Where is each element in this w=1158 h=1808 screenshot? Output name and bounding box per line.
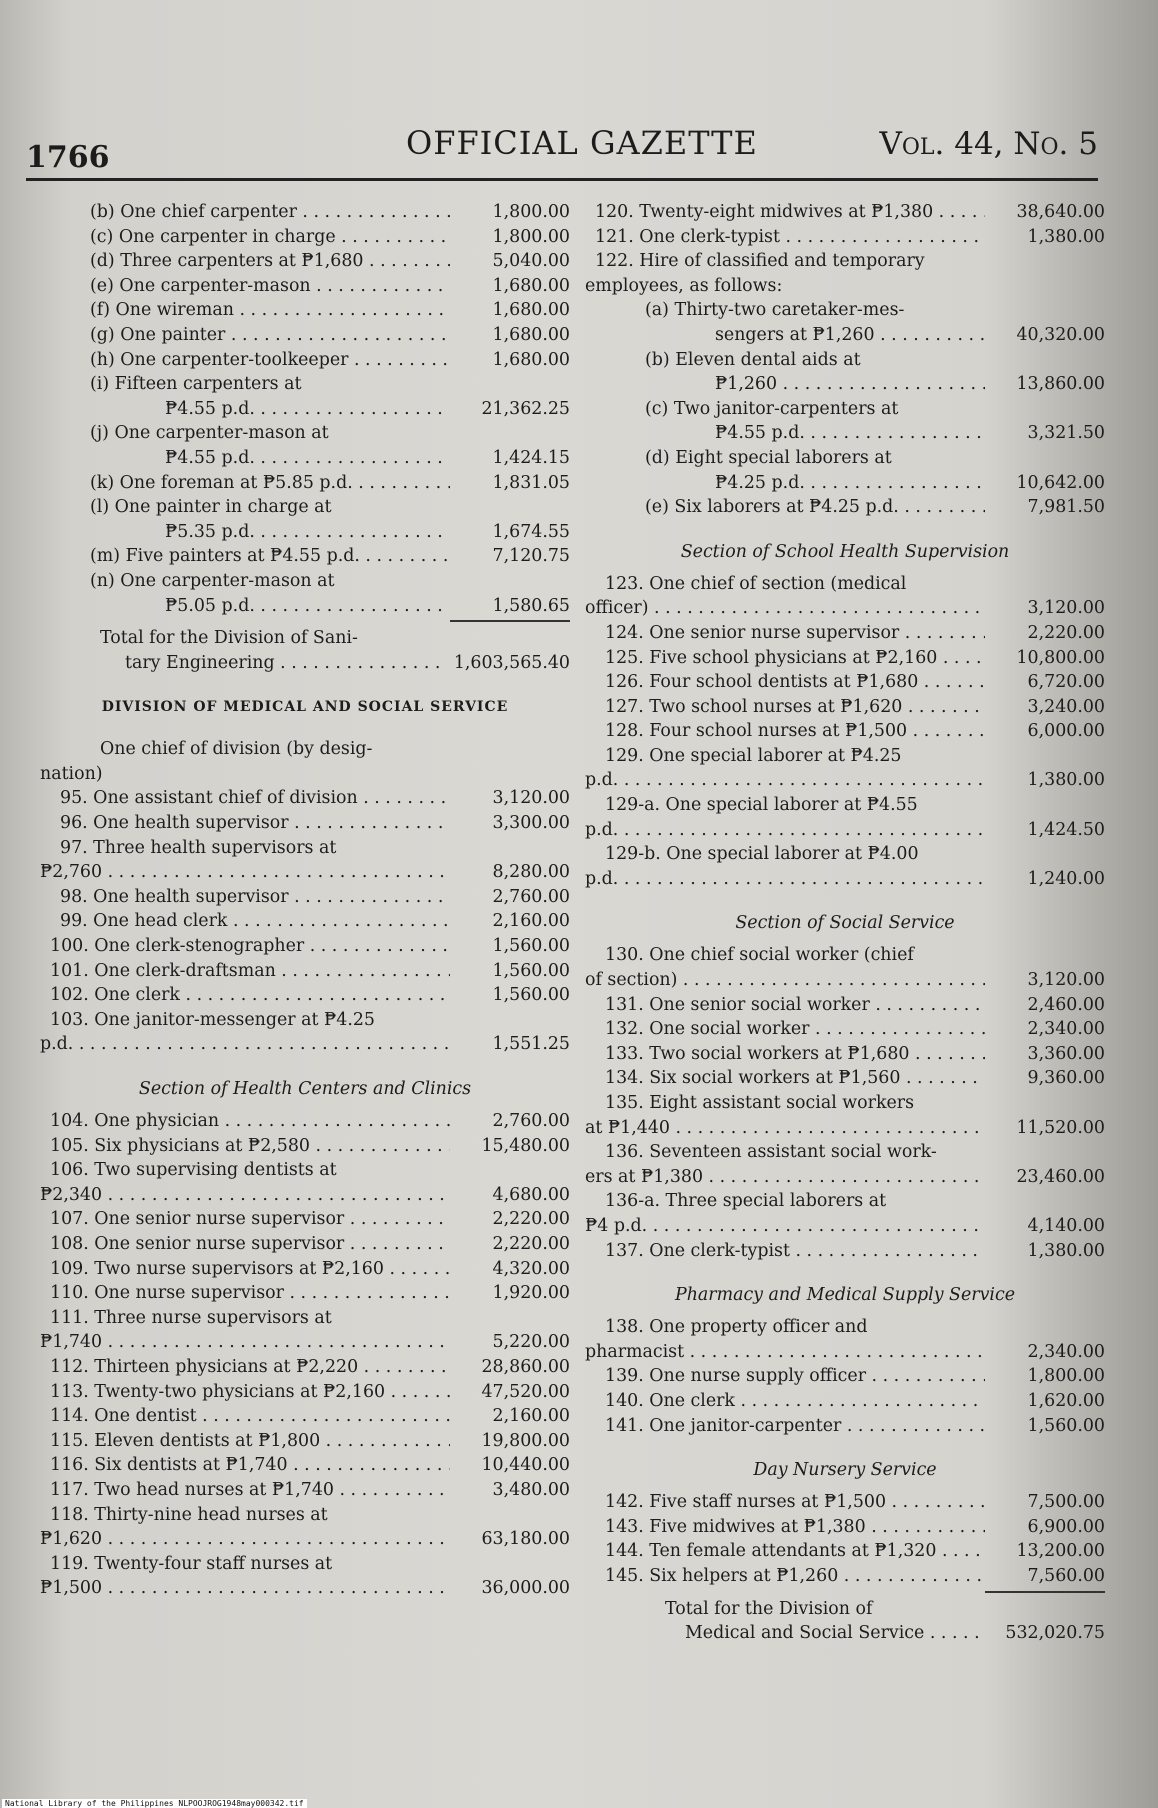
budget-line — [585, 596, 1105, 621]
spacer — [585, 1263, 1105, 1277]
line-item-text: ₱1,500 . . . — [40, 1576, 450, 1601]
line-item-text: (f) One wireman . . . — [90, 298, 450, 323]
section-heading: Section of Social Service — [735, 913, 955, 934]
total-rule — [985, 1591, 1105, 1593]
line-item-amount: 1,680.00 — [492, 275, 570, 296]
line-item-text: 138. One property officer and — [605, 1317, 868, 1338]
line-item-text: ₱1,260 . . . — [715, 372, 985, 397]
budget-line — [40, 298, 570, 323]
scan-footer: National Library of the Philippines NLPOOJROG1948may000342.tif — [2, 1799, 307, 1808]
budget-line — [40, 1207, 570, 1232]
line-item-text: 135. Eight assistant social workers — [605, 1093, 915, 1113]
line-item-text: (b) Eleven dental aids at — [645, 349, 861, 370]
line-item-amount: 2,220.00 — [492, 1209, 570, 1230]
line-item-amount: 5,220.00 — [492, 1332, 570, 1353]
budget-line — [40, 1158, 570, 1183]
line-item-text: 107. One senior nurse supervisor . . . — [50, 1207, 450, 1232]
line-item-text: 129-a. One special laborer at ₱4.55 — [605, 795, 918, 816]
budget-line — [585, 1091, 1105, 1116]
budget-line — [585, 719, 1105, 744]
line-item-text: 136-a. Three special laborers at — [605, 1191, 887, 1212]
line-item-text: 103. One janitor-messenger at ₱4.25 — [50, 1009, 375, 1030]
line-item-text: 139. One nurse supply officer . . . — [605, 1364, 985, 1389]
line-item-text: ₱1,740 . . . — [40, 1330, 450, 1355]
line-item-text: (j) One carpenter-mason at — [90, 423, 329, 444]
budget-line — [40, 397, 570, 422]
budget-line — [40, 811, 570, 836]
line-item-amount: 28,860.00 — [481, 1356, 570, 1377]
line-item-text: 136. Seventeen assistant social work- — [605, 1142, 937, 1163]
budget-line — [585, 1490, 1105, 1515]
budget-line — [585, 446, 1105, 471]
line-item-text: 118. Thirty-nine head nurses at — [50, 1504, 328, 1525]
budget-line — [585, 495, 1105, 520]
budget-line — [40, 1552, 570, 1577]
budget-line — [585, 670, 1105, 695]
line-item-text: ₱2,340 . . . — [40, 1183, 450, 1208]
line-item-text: at ₱1,440 . . . — [585, 1116, 985, 1141]
total-rule — [450, 620, 570, 622]
line-item-amount: 1,551.25 — [492, 1034, 570, 1055]
line-item-amount: 3,360.00 — [1027, 1043, 1105, 1064]
line-item-text: 133. Two social workers at ₱1,680 . . . — [605, 1042, 985, 1067]
line-item-text: 97. Three health supervisors at — [60, 837, 337, 858]
line-item-text: ₱5.05 p.d. . . . — [165, 594, 450, 619]
budget-line — [40, 786, 570, 811]
line-item-text: 137. One clerk-typist . . . — [605, 1239, 985, 1264]
line-item-text: 99. One head clerk . . . — [60, 909, 450, 934]
budget-line — [40, 1032, 570, 1057]
budget-line — [40, 1576, 570, 1601]
line-item-amount: 7,500.00 — [1027, 1492, 1105, 1513]
line-item-text: ₱2,760 . . . — [40, 860, 450, 885]
line-item-amount: 2,220.00 — [492, 1233, 570, 1254]
line-item-amount: 1,380.00 — [1027, 770, 1105, 791]
budget-line — [585, 1340, 1105, 1365]
line-item-amount: 10,800.00 — [1016, 647, 1105, 668]
line-item-amount: 1,800.00 — [1027, 1366, 1105, 1387]
line-item-amount: 7,120.75 — [492, 546, 570, 567]
line-item-amount: 2,340.00 — [1027, 1019, 1105, 1040]
line-item-text: 119. Twenty-four staff nurses at — [50, 1553, 333, 1574]
budget-line — [40, 983, 570, 1008]
line-item-amount: 2,220.00 — [1027, 622, 1105, 643]
line-item-text: 144. Ten female attendants at ₱1,320 . . . — [605, 1539, 985, 1564]
line-item-amount: 13,860.00 — [1016, 374, 1105, 395]
line-item-text: One chief of division (by desig- — [100, 739, 373, 760]
budget-line — [40, 1503, 570, 1528]
publication-title: OFFICIAL GAZETTE — [406, 124, 758, 162]
budget-line — [40, 836, 570, 861]
budget-line — [585, 1315, 1105, 1340]
budget-line — [40, 1453, 570, 1478]
budget-line — [40, 594, 570, 619]
line-item-amount: 9,360.00 — [1027, 1068, 1105, 1089]
budget-line — [40, 1306, 570, 1331]
line-item-amount: 2,160.00 — [492, 1406, 570, 1427]
line-item-amount: 1,240.00 — [1027, 868, 1105, 889]
line-item-text: Total for the Division of Sani- — [100, 628, 358, 649]
budget-line — [40, 626, 570, 651]
line-item-amount: 532,020.75 — [1005, 1623, 1105, 1644]
budget-line — [40, 1429, 570, 1454]
division-heading: DIVISION OF MEDICAL AND SOCIAL SERVICE — [101, 699, 509, 716]
budget-line — [585, 397, 1105, 422]
line-item-amount: 1,424.50 — [1027, 819, 1105, 840]
budget-line — [585, 1564, 1105, 1589]
line-item-amount: 1,680.00 — [492, 324, 570, 345]
budget-line — [585, 1140, 1105, 1165]
budget-line — [585, 1414, 1105, 1439]
line-item-amount: 19,800.00 — [481, 1430, 570, 1451]
line-item-text: 127. Two school nurses at ₱1,620 . . . — [605, 695, 985, 720]
line-item-text: 129. One special laborer at ₱4.25 — [605, 745, 902, 766]
line-item-amount: 36,000.00 — [481, 1578, 570, 1599]
budget-line — [40, 323, 570, 348]
budget-line — [585, 1189, 1105, 1214]
budget-line — [585, 1597, 1105, 1622]
budget-line — [40, 1109, 570, 1134]
budget-line — [40, 860, 570, 885]
line-item-text: p.d. . . . — [585, 768, 985, 793]
budget-line — [585, 1515, 1105, 1540]
line-item-text: 105. Six physicians at ₱2,580 . . . — [50, 1134, 450, 1159]
line-item-text: ₱4.25 p.d. . . . — [715, 471, 985, 496]
budget-line — [40, 1281, 570, 1306]
line-item-text: (g) One painter . . . — [90, 323, 450, 348]
budget-line — [585, 695, 1105, 720]
line-item-text: 108. One senior nurse supervisor . . . — [50, 1232, 450, 1257]
line-item-text: 96. One health supervisor . . . — [60, 811, 450, 836]
budget-line — [40, 959, 570, 984]
line-item-text: Total for the Division of — [665, 1598, 873, 1619]
line-item-text: 130. One chief social worker (chief — [605, 945, 914, 966]
line-item-text: officer) . . . — [585, 596, 985, 621]
budget-line — [40, 1134, 570, 1159]
budget-line — [40, 1404, 570, 1429]
line-item-text: (e) Six laborers at ₱4.25 p.d. . . . — [645, 495, 985, 520]
budget-line — [40, 471, 570, 496]
budget-line — [40, 1330, 570, 1355]
line-item-text: 101. One clerk-draftsman . . . — [50, 959, 450, 984]
budget-line — [40, 1380, 570, 1405]
line-item-text: (c) One carpenter in charge . . . — [90, 225, 450, 250]
right-column — [585, 200, 1105, 1646]
line-item-amount: 5,040.00 — [492, 251, 570, 272]
line-item-amount: 1,620.00 — [1027, 1390, 1105, 1411]
line-item-text: Medical and Social Service . . . — [685, 1621, 985, 1646]
budget-line — [40, 737, 570, 762]
line-item-amount: 3,120.00 — [1027, 598, 1105, 619]
line-item-text: ers at ₱1,380 . . . — [585, 1165, 985, 1190]
line-item-amount: 8,280.00 — [492, 862, 570, 883]
line-item-amount: 10,642.00 — [1016, 472, 1105, 493]
spacer — [40, 723, 570, 737]
budget-line — [585, 968, 1105, 993]
line-item-amount: 1,680.00 — [492, 349, 570, 370]
line-item-text: ₱5.35 p.d. . . . — [165, 520, 450, 545]
budget-line — [585, 471, 1105, 496]
budget-line — [585, 867, 1105, 892]
line-item-text: 104. One physician . . . — [50, 1109, 450, 1134]
line-item-amount: 1,424.15 — [492, 447, 570, 468]
line-item-text: 134. Six social workers at ₱1,560 . . . — [605, 1066, 985, 1091]
line-item-text: 116. Six dentists at ₱1,740 . . . — [50, 1453, 450, 1478]
line-item-text: 98. One health supervisor . . . — [60, 885, 450, 910]
line-item-amount: 2,760.00 — [492, 886, 570, 907]
line-item-text: (i) Fifteen carpenters at — [90, 374, 302, 395]
line-item-text: p.d. . . . — [40, 1032, 450, 1057]
budget-line — [40, 1478, 570, 1503]
budget-line — [585, 572, 1105, 597]
line-item-text: 114. One dentist . . . — [50, 1404, 450, 1429]
line-item-amount: 15,480.00 — [481, 1135, 570, 1156]
section-heading: Section of School Health Supervision — [680, 541, 1010, 562]
line-item-text: (a) Thirty-two caretaker-mes- — [645, 300, 905, 321]
line-item-amount: 6,720.00 — [1027, 672, 1105, 693]
budget-line — [40, 446, 570, 471]
budget-line — [585, 793, 1105, 818]
line-item-amount: 1,560.00 — [492, 960, 570, 981]
line-item-amount: 23,460.00 — [1016, 1166, 1105, 1187]
line-item-amount: 1,920.00 — [492, 1283, 570, 1304]
budget-line — [40, 1355, 570, 1380]
line-item-amount: 21,362.25 — [481, 398, 570, 419]
line-item-text: (m) Five painters at ₱4.55 p.d. . . . — [90, 544, 450, 569]
line-item-text: 126. Four school dentists at ₱1,680 . . . — [605, 670, 985, 695]
budget-line — [585, 421, 1105, 446]
line-item-text: 128. Four school nurses at ₱1,500 . . . — [605, 719, 985, 744]
line-item-text: 120. Twenty-eight midwives at ₱1,380 . . . — [595, 200, 985, 225]
budget-line — [40, 1183, 570, 1208]
line-item-amount: 1,674.55 — [492, 521, 570, 542]
budget-line — [40, 200, 570, 225]
budget-line — [40, 495, 570, 520]
line-item-text: (d) Eight special laborers at — [645, 447, 892, 468]
budget-line — [40, 421, 570, 446]
line-item-amount: 47,520.00 — [481, 1381, 570, 1402]
line-item-text: (n) One carpenter-mason at — [90, 570, 335, 591]
line-item-text: ₱4 p.d. . . . — [585, 1214, 985, 1239]
line-item-text: (l) One painter in charge at — [90, 497, 332, 518]
line-item-text: tary Engineering . . . — [125, 651, 444, 676]
budget-line — [585, 1066, 1105, 1091]
budget-line — [585, 1239, 1105, 1264]
line-item-text: 110. One nurse supervisor . . . — [50, 1281, 450, 1306]
budget-line — [40, 1257, 570, 1282]
line-item-text: 109. Two nurse supervisors at ₱2,160 . . . — [50, 1257, 450, 1282]
line-item-text: 145. Six helpers at ₱1,260 . . . — [605, 1564, 985, 1589]
line-item-text: (h) One carpenter-toolkeeper . . . — [90, 348, 450, 373]
line-item-amount: 13,200.00 — [1016, 1541, 1105, 1562]
budget-line — [40, 651, 570, 676]
budget-line — [40, 544, 570, 569]
budget-line — [40, 249, 570, 274]
page-number: 1766 — [26, 140, 110, 175]
line-item-amount: 3,120.00 — [1027, 970, 1105, 991]
line-item-text: ₱4.55 p.d. . . . — [165, 446, 450, 471]
line-item-amount: 7,560.00 — [1027, 1565, 1105, 1586]
line-item-amount: 2,340.00 — [1027, 1341, 1105, 1362]
line-item-amount: 1,560.00 — [1027, 1415, 1105, 1436]
line-item-amount: 4,320.00 — [492, 1258, 570, 1279]
budget-line — [585, 348, 1105, 373]
continued-text: employees, as follows: — [585, 275, 783, 296]
line-item-text: of section) . . . — [585, 968, 985, 993]
section-heading: Section of Health Centers and Clinics — [138, 1079, 472, 1099]
line-item-text: (e) One carpenter-mason . . . — [90, 274, 450, 299]
line-item-amount: 38,640.00 — [1016, 202, 1105, 222]
budget-line — [40, 372, 570, 397]
line-item-text: 121. One clerk-typist . . . — [595, 225, 985, 250]
budget-line — [585, 1364, 1105, 1389]
line-item-text: 111. Three nurse supervisors at — [50, 1307, 332, 1328]
budget-line — [585, 1389, 1105, 1414]
budget-line — [585, 744, 1105, 769]
line-item-amount: 4,680.00 — [492, 1184, 570, 1205]
budget-line — [585, 993, 1105, 1018]
line-item-amount: 11,520.00 — [1016, 1117, 1105, 1138]
line-item-text: 131. One senior social worker . . . — [605, 993, 985, 1018]
budget-line — [585, 372, 1105, 397]
budget-line — [585, 1165, 1105, 1190]
line-item-text: 124. One senior nurse supervisor . . . — [605, 621, 985, 646]
line-item-amount: 7,981.50 — [1027, 497, 1105, 518]
line-item-text: (k) One foreman at ₱5.85 p.d. . . . — [90, 471, 450, 496]
budget-line — [40, 225, 570, 250]
line-item-amount: 10,440.00 — [481, 1455, 570, 1476]
line-item-text: 141. One janitor-carpenter . . . — [605, 1414, 985, 1439]
budget-line — [585, 1621, 1105, 1646]
line-item-text: 112. Thirteen physicians at ₱2,220 . . . — [50, 1355, 450, 1380]
budget-line — [585, 1539, 1105, 1564]
spacer — [585, 1438, 1105, 1452]
budget-line — [585, 943, 1105, 968]
header-rule — [26, 178, 1098, 181]
line-item-amount: 3,300.00 — [492, 813, 570, 834]
spacer — [585, 520, 1105, 534]
budget-line — [40, 885, 570, 910]
line-item-text: p.d. . . . — [585, 867, 985, 892]
line-item-text: 106. Two supervising dentists at — [50, 1160, 337, 1181]
line-item-amount: 40,320.00 — [1016, 324, 1105, 345]
budget-line — [40, 909, 570, 934]
budget-line — [40, 520, 570, 545]
page-header — [26, 118, 1098, 178]
budget-line — [585, 323, 1105, 348]
line-item-text: 95. One assistant chief of division . . . — [60, 786, 450, 811]
line-item-text: 122. Hire of classified and temporary — [595, 251, 925, 272]
line-item-amount: 1,680.00 — [492, 300, 570, 321]
budget-line — [585, 768, 1105, 793]
line-item-text: (b) One chief carpenter . . . — [90, 200, 450, 225]
line-item-text: 125. Five school physicians at ₱2,160 . . . — [605, 646, 985, 671]
line-item-text: 143. Five midwives at ₱1,380 . . . — [605, 1515, 985, 1540]
volume-number: Vol. 44, No. 5 — [879, 126, 1098, 162]
budget-line — [40, 569, 570, 594]
line-item-amount: 3,480.00 — [492, 1479, 570, 1500]
line-item-text: 142. Five staff nurses at ₱1,500 . . . — [605, 1490, 985, 1515]
line-item-amount: 2,760.00 — [492, 1111, 570, 1131]
line-item-amount: 4,140.00 — [1027, 1215, 1105, 1236]
budget-line — [585, 298, 1105, 323]
line-item-text: 140. One clerk . . . — [605, 1389, 985, 1414]
line-item-text: pharmacist . . . — [585, 1340, 985, 1365]
budget-line — [40, 934, 570, 959]
budget-line — [585, 842, 1105, 867]
line-item-text: (d) Three carpenters at ₱1,680 . . . — [90, 249, 450, 274]
budget-line — [585, 1214, 1105, 1239]
line-item-text: 102. One clerk . . . — [50, 983, 450, 1008]
line-item-amount: 1,580.65 — [492, 595, 570, 616]
budget-line — [40, 1527, 570, 1552]
line-item-amount: 3,120.00 — [492, 788, 570, 809]
line-item-text: 100. One clerk-stenographer . . . — [50, 934, 450, 959]
spacer — [585, 891, 1105, 905]
budget-line — [585, 249, 1105, 274]
left-column — [40, 200, 570, 1601]
line-item-amount: 1,800.00 — [492, 202, 570, 222]
line-item-amount: 2,160.00 — [492, 911, 570, 932]
budget-line — [40, 274, 570, 299]
line-item-amount: 1,831.05 — [492, 472, 570, 493]
line-item-text: 115. Eleven dentists at ₱1,800 . . . — [50, 1429, 450, 1454]
line-item-amount: 3,321.50 — [1027, 423, 1105, 444]
line-item-amount: 2,460.00 — [1027, 994, 1105, 1015]
line-item-text: 123. One chief of section (medical — [605, 573, 907, 594]
budget-line — [40, 1232, 570, 1257]
budget-line — [585, 621, 1105, 646]
line-item-text: (c) Two janitor-carpenters at — [645, 398, 899, 419]
budget-line — [585, 225, 1105, 250]
line-item-text: p.d. . . . — [585, 818, 985, 843]
line-item-amount: 1,603,565.40 — [453, 652, 570, 673]
section-heading: Pharmacy and Medical Supply Service — [675, 1285, 1015, 1306]
line-item-amount: 1,800.00 — [492, 226, 570, 247]
line-item-text: 129-b. One special laborer at ₱4.00 — [605, 844, 919, 865]
line-item-amount: 6,900.00 — [1027, 1516, 1105, 1537]
budget-line — [585, 1116, 1105, 1141]
line-item-amount: 1,560.00 — [492, 985, 570, 1006]
line-item-amount: 1,560.00 — [492, 936, 570, 957]
budget-line — [585, 1017, 1105, 1042]
line-item-text: 113. Twenty-two physicians at ₱2,160 . . . — [50, 1380, 450, 1405]
line-item-text: sengers at ₱1,260 . . . — [715, 323, 985, 348]
budget-line — [585, 1042, 1105, 1067]
budget-line — [585, 200, 1105, 225]
line-item-text: ₱1,620 . . . — [40, 1527, 450, 1552]
line-item-text: 132. One social worker . . . — [605, 1017, 985, 1042]
line-item-text: 117. Two head nurses at ₱1,740 . . . — [50, 1478, 450, 1503]
budget-line — [585, 818, 1105, 843]
line-item-amount: 6,000.00 — [1027, 721, 1105, 742]
budget-line — [40, 1008, 570, 1033]
line-item-amount: 3,240.00 — [1027, 696, 1105, 717]
budget-line — [585, 646, 1105, 671]
spacer — [40, 1057, 570, 1071]
line-item-text: ₱4.55 p.d. . . . — [165, 397, 450, 422]
line-item-amount: 63,180.00 — [481, 1529, 570, 1550]
line-item-text: ₱4.55 p.d. . . . — [715, 421, 985, 446]
line-item-amount: 1,380.00 — [1027, 1240, 1105, 1261]
budget-line — [40, 348, 570, 373]
line-item-amount: 1,380.00 — [1027, 226, 1105, 247]
spacer — [40, 675, 570, 689]
continued-text: nation) — [40, 763, 103, 784]
section-heading: Day Nursery Service — [753, 1460, 937, 1481]
